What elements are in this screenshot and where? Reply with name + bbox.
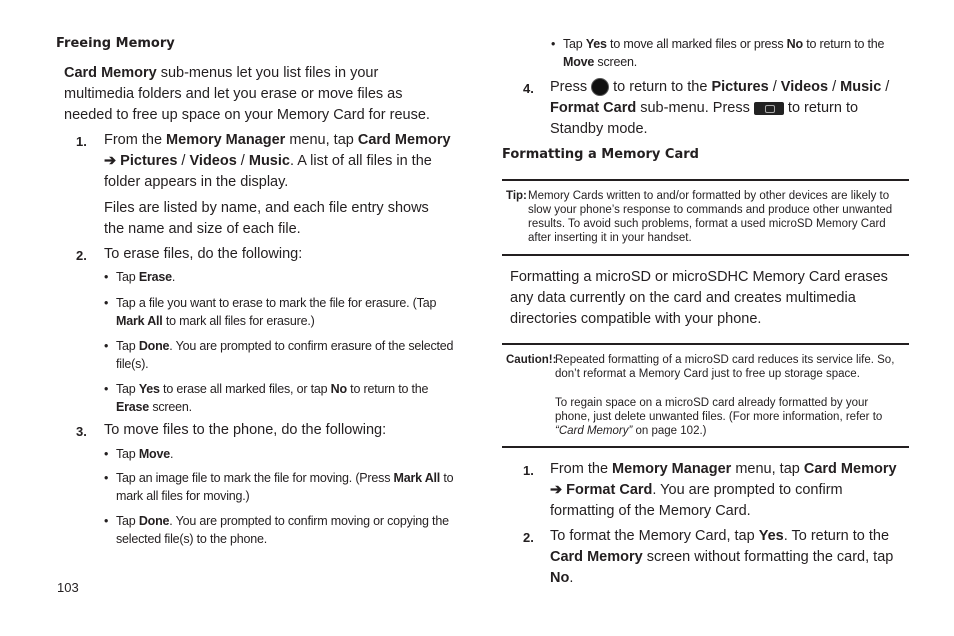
bullet-dot: • <box>104 382 109 396</box>
bullet-dot: • <box>104 339 109 353</box>
bullet-text <box>116 380 464 416</box>
bullet-dot: • <box>551 37 556 51</box>
bullet-text <box>116 512 456 548</box>
bullet-dot: • <box>104 270 109 284</box>
divider <box>502 179 909 181</box>
text: . A list of all files in the folder appears in the display. <box>104 153 432 190</box>
bold-term: Erase <box>138 270 172 284</box>
bold-term: Yes <box>585 37 607 51</box>
bold-term: Done <box>138 514 170 528</box>
bold-term: No <box>786 37 803 51</box>
step-1-text <box>104 130 454 193</box>
text: From the <box>104 132 167 148</box>
end-key-icon <box>591 78 609 96</box>
page-number: 103 <box>57 580 79 595</box>
bold-term: Music <box>248 153 290 169</box>
step-number: 2. <box>523 530 534 545</box>
divider <box>502 343 909 345</box>
bold-term: Card Memory ➔ Pictures <box>104 132 451 169</box>
text: Tap a file you want to erase to mark the file for erasure. (Tap <box>116 296 437 310</box>
format-step-1-text <box>550 459 910 522</box>
text: . <box>169 447 174 461</box>
bold-term: No <box>550 570 570 586</box>
text: / <box>236 153 249 169</box>
intro-paragraph <box>64 63 449 126</box>
text: Tap <box>116 382 139 396</box>
bullet-dot: • <box>104 447 109 461</box>
text: to move all marked files or press <box>606 37 787 51</box>
text: menu, tap <box>731 461 804 477</box>
text: Tap <box>563 37 586 51</box>
text: To regain space on a microSD card already formatted by your phone, just delete unwanted files. (For more information, refer to <box>555 397 883 423</box>
bold-term: Music <box>840 79 882 95</box>
formatting-paragraph: Formatting a microSD or microSDHC Memory Card erases any data currently on the card and creates multimedia directories compatible with your phone. <box>510 269 888 327</box>
step-number: 3. <box>76 424 87 439</box>
bold-term: Videos <box>189 153 237 169</box>
step-4-text <box>550 77 910 140</box>
intro-bold: Card Memory <box>64 65 157 81</box>
step-2-text: To erase files, do the following: <box>104 246 303 262</box>
text: to return to the <box>346 382 429 396</box>
text: / <box>881 79 890 95</box>
text: to mark all files for erasure.) <box>162 314 315 328</box>
text: to return to the <box>609 79 712 95</box>
cross-reference-link[interactable]: “Card Memory” <box>555 425 633 437</box>
text: menu, tap <box>285 132 358 148</box>
text: From the <box>550 461 613 477</box>
caution-text-2 <box>555 396 905 438</box>
text: Tap <box>116 270 139 284</box>
bullet-text <box>116 337 456 373</box>
text: screen without formatting the card, tap <box>642 549 894 565</box>
step-1-paragraph-2: Files are listed by name, and each file entry shows the name and size of each file. <box>104 200 429 237</box>
text: . To return to the <box>783 528 890 544</box>
bold-term: Yes <box>138 382 160 396</box>
bold-term: Memory Manager <box>166 132 286 148</box>
intro-text: sub-menus let you list files in your multimedia folders and let you erase or move files as needed to free up space on your Memory Card for reuse. <box>64 65 430 123</box>
text: / <box>177 153 190 169</box>
bullet-dot: • <box>104 296 109 310</box>
caution-label: Caution!: <box>506 354 557 366</box>
bold-term: Mark All <box>393 471 441 485</box>
bold-term: Pictures <box>711 79 769 95</box>
bullet-text <box>116 294 464 330</box>
text: . You are prompted to confirm moving or copying the selected file(s) to the phone. <box>116 514 449 546</box>
bold-term: Erase <box>116 400 150 414</box>
divider <box>502 446 909 448</box>
tip-label: Tip: <box>506 190 527 202</box>
text: . <box>569 570 574 586</box>
section-heading-freeing-memory: Freeing Memory <box>56 36 175 51</box>
bold-term: Done <box>138 339 170 353</box>
text: . You are prompted to confirm erasure of the selected file(s). <box>116 339 454 371</box>
text: to return to the <box>802 37 885 51</box>
bullet-dot: • <box>104 471 109 485</box>
bold-term: Videos <box>780 79 829 95</box>
text: on page 102.) <box>632 425 707 437</box>
text: to return to Standby mode. <box>550 100 859 137</box>
text: screen. <box>594 55 638 69</box>
bold-term: Format Card <box>550 100 637 116</box>
bullet-dot: • <box>104 514 109 528</box>
text: to mark all files for moving.) <box>116 471 454 503</box>
text: Press <box>550 79 592 95</box>
divider <box>502 254 909 256</box>
step-3-text: To move files to the phone, do the following: <box>104 422 387 438</box>
bullet-text <box>563 35 913 71</box>
step-number: 4. <box>523 81 534 96</box>
text: / <box>768 79 781 95</box>
bold-term: No <box>330 382 347 396</box>
bold-term: Move <box>138 447 170 461</box>
text: Tap an image file to mark the file for moving. (Press <box>116 471 394 485</box>
bold-term: Mark All <box>116 314 163 328</box>
format-step-2-text <box>550 526 912 589</box>
bold-term: Card Memory ➔ Format Card <box>550 461 897 498</box>
caution-text: Repeated formatting of a microSD card reduces its service life. So, don’t reformat a Memory Card just to free up storage space. <box>555 354 895 380</box>
bold-term: Card Memory <box>550 549 643 565</box>
section-heading-formatting: Formatting a Memory Card <box>502 147 699 162</box>
text: . <box>171 270 176 284</box>
step-number: 1. <box>523 463 534 478</box>
bullet-text <box>116 445 461 463</box>
text: To format the Memory Card, tap <box>550 528 759 544</box>
text: sub-menu. Press <box>636 100 754 116</box>
step-number: 2. <box>76 248 87 263</box>
bold-term: Yes <box>758 528 784 544</box>
text: Tap <box>116 447 139 461</box>
bullet-text <box>116 268 461 286</box>
text: Tap <box>116 339 139 353</box>
tip-text: Memory Cards written to and/or formatted by other devices are likely to slow your phone’s response to commands and produce other unwanted results. To avoid such problems, format a used microSD Memory Card after inserting it in your handset. <box>528 190 893 244</box>
end-key-small-icon <box>754 102 784 115</box>
bullet-text <box>116 469 456 505</box>
text: screen. <box>149 400 192 414</box>
text: . You are prompted to confirm formatting of the Memory Card. <box>550 482 843 519</box>
bold-term: Move <box>563 55 595 69</box>
step-number: 1. <box>76 134 87 149</box>
text: / <box>828 79 841 95</box>
text: to erase all marked files, or tap <box>159 382 331 396</box>
text: Tap <box>116 514 139 528</box>
bold-term: Memory Manager <box>612 461 732 477</box>
